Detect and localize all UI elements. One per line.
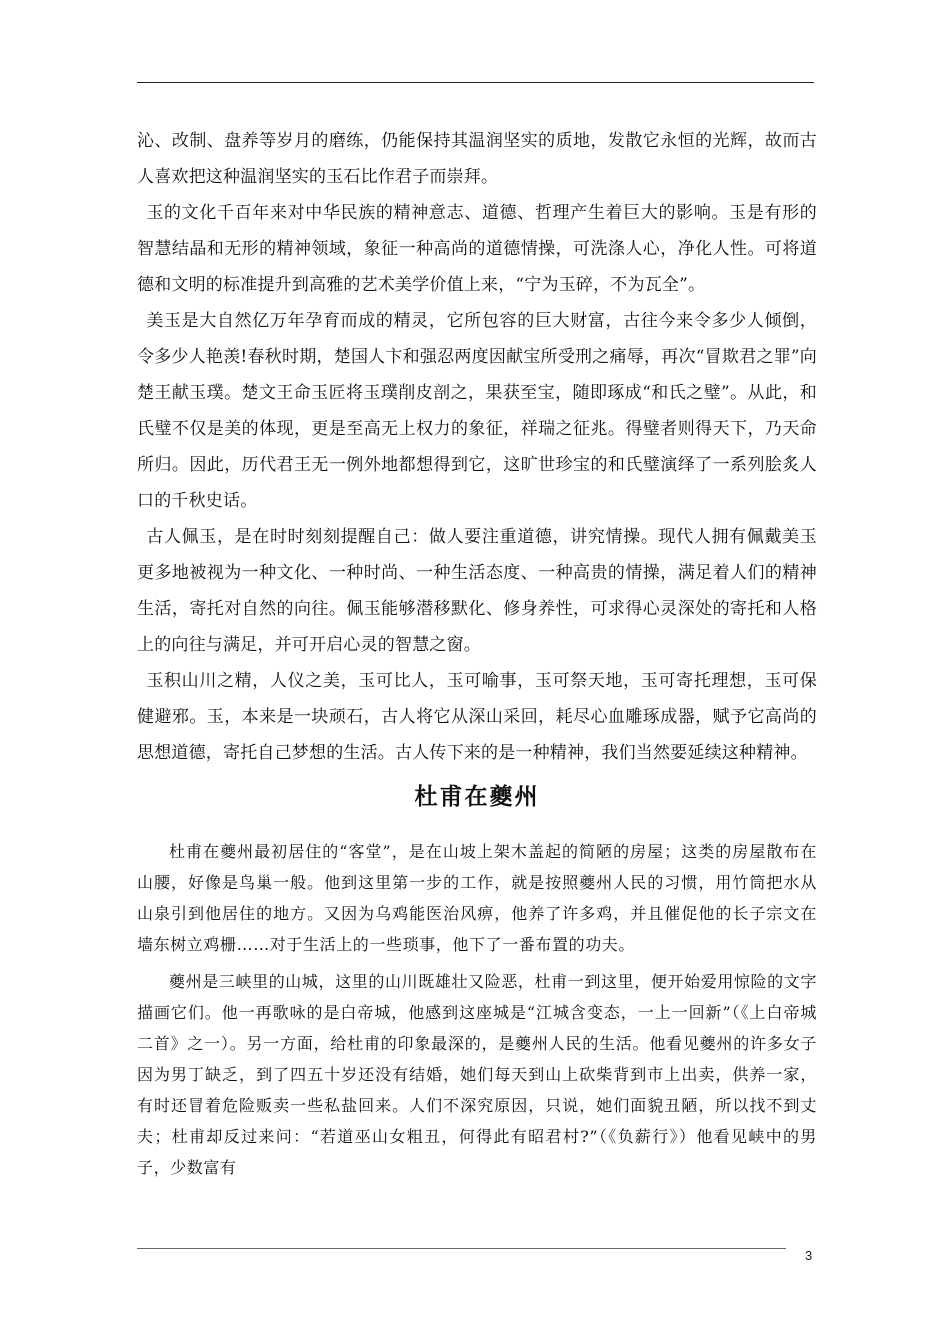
paragraph: 玉积山川之精，人仪之美，玉可比人，玉可喻事，玉可祭天地，玉可寄托理想，玉可保健避邪。玉，本来是一块顽石，古人将它从深山采回，耗尽心血雕琢成器，赋予它高尚的思想道德，寄托自己梦想的生活。古人传下来的是一种精神，我们当然要延续这种精神。 <box>137 671 817 763</box>
jade-essay-section <box>137 123 817 771</box>
page-number: 3 <box>805 1248 813 1263</box>
article-title: 杜甫在夔州 <box>414 783 540 810</box>
paragraph: 美玉是大自然亿万年孕育而成的精灵，它所包容的巨大财富，古往今来令多少人倾倒，令多少人艳羡!春秋时期，楚国人卞和强忍两度因献宝所受刑之痛辱，再次“冒欺君之罪”向楚王献玉璞。楚文王命玉匠将玉璞削皮剖之，果获至宝，随即琢成“和氏之璧”。从此，和氏璧不仅是美的体现，更是至高无上权力的象征，祥瑞之征兆。得璧者则得天下，乃天命所归。因此，历代君王无一例外地都想得到它，这旷世珍宝的和氏璧演绎了一系列脍炙人口的千秋史话。 <box>137 311 817 511</box>
footer-rule <box>137 1248 786 1249</box>
du-fu-article-section <box>137 780 817 1189</box>
paragraph: 夔州是三峡里的山城，这里的山川既雄壮又险恶，杜甫一到这里，便开始爱用惊险的文字描画它们。他一再歌咏的是白帝城，他感到这座城是“江城含变态，一上一回新”（《上白帝城二首》之一）。另一方面，给杜甫的印象最深的，是夔州人民的生活。他看见夔州的许多女子因为男丁缺乏，到了四五十岁还没有结婚，她们每天到山上砍柴背到市上出卖，供养一家，有时还冒着危险贩卖一些私盐回来。人们不深究原因，只说，她们面貌丑陋，所以找不到丈夫；杜甫却反过来问：“若道巫山女粗丑，何得此有昭君村?”（《负薪行》）他看见峡中的男子，少数富有 <box>137 972 817 1177</box>
paragraph: 古人佩玉，是在时时刻刻提醒自己：做人要注重道德，讲究情操。现代人拥有佩戴美玉更多地被视为一种文化、一种时尚、一种生活态度、一种高贵的情操，满足着人们的精神生活，寄托对自然的向往。佩玉能够潜移默化、修身养性，可求得心灵深处的寄托和人格上的向往与满足，并可开启心灵的智慧之窗。 <box>137 527 817 655</box>
header-rule <box>137 82 814 83</box>
paragraph: 杜甫在夔州最初居住的“客堂”，是在山坡上架木盖起的简陋的房屋；这类的房屋散布在山腰，好像是鸟巢一般。他到这里第一步的工作，就是按照夔州人民的习惯，用竹筒把水从山泉引到他居住的地方。又因为乌鸡能医治风痹，他养了许多鸡，并且催促他的长子宗文在墙东树立鸡栅……对于生活上的一些琐事，他下了一番布置的功夫。 <box>137 842 817 954</box>
paragraph: 玉的文化千百年来对中华民族的精神意志、道德、哲理产生着巨大的影响。玉是有形的智慧结晶和无形的精神领域，象征一种高尚的道德情操，可洗涤人心，净化人性。可将道德和文明的标准提升到高雅的艺术美学价值上来，“宁为玉碎，不为瓦全”。 <box>137 203 817 295</box>
paragraph: 沁、改制、盘养等岁月的磨练，仍能保持其温润坚实的质地，发散它永恒的光辉，故而古人喜欢把这种温润坚实的玉石比作君子而崇拜。 <box>137 131 817 187</box>
